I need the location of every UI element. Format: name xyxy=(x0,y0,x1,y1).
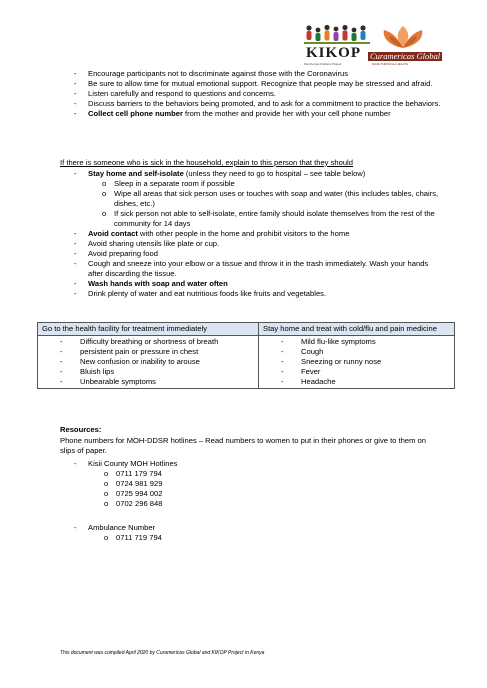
symptom-table xyxy=(37,322,455,389)
list-item: - Cough and sneeze into your elbow or a tissue and throw it in the trash immediately. Wash your hands after discarding the tissue. xyxy=(72,259,444,279)
kikop-logo-subtitle: Kisii Kenya Orphans Project xyxy=(304,62,342,66)
facility-symptoms-cell xyxy=(38,336,259,389)
table-list-item: - persistent pain or pressure in chest xyxy=(60,347,254,357)
list-item: - Listen carefully and respond to questions and concerns. xyxy=(72,89,444,99)
phone-number: o 0725 994 002 xyxy=(102,489,372,499)
kisii-numbers xyxy=(102,469,372,509)
table-list-item: - Unbearable symptoms xyxy=(60,377,254,387)
list-item: - Avoid preparing food xyxy=(72,249,444,259)
resources-intro: Phone numbers for MOH-DDSR hotlines – Read numbers to women to put in their phones or give to them on slips of paper. xyxy=(60,436,426,455)
curamericas-logo-subtitle: SAVE THROUGH HEALTH xyxy=(372,62,409,66)
phone-number: o 0724 981 929 xyxy=(102,479,372,489)
table-list-item: - Fever xyxy=(281,367,450,377)
ambulance-numbers xyxy=(102,533,372,543)
list-item: - Kisii County MOH Hotlines o 0711 179 794 o 0724 981 929 o 0725 994 002 o 0702 296 848 xyxy=(72,459,372,509)
curamericas-logo xyxy=(364,26,442,68)
list-item: - Collect cell phone number from the mother and provide her with your cell phone number xyxy=(72,109,444,119)
list-item: - Avoid contact with other people in the home and prohibit visitors to the home xyxy=(72,229,444,239)
list-item: - Drink plenty of water and eat nutritious foods like fruits and vegetables. xyxy=(72,289,444,299)
header-logos xyxy=(300,22,440,68)
list-item: - Discuss barriers to the behaviors being promoted, and to ask for a commitment to practice the behaviors. xyxy=(72,99,444,109)
table-list-item: - Mild flu-like symptoms xyxy=(281,337,450,347)
list-item: - Stay home and self-isolate (unless they need to go to hospital – see table below) o Sleep in a separate room if possible o Wipe all areas that sick person uses or touches with soap and water (this includes tables, chairs, dishes, etc.) o If sick person not able to self-isolate, entire family should isolate themselves from the rest of the community for 14 days xyxy=(72,169,444,229)
table-list-item: - Headache xyxy=(281,377,450,387)
kisii-hotlines-list xyxy=(72,459,372,509)
phone-number: o 0711 179 794 xyxy=(102,469,372,479)
sick-person-list xyxy=(72,169,444,299)
table-list-item: - Sneezing or runny nose xyxy=(281,357,450,367)
curamericas-flower-graphic xyxy=(380,26,426,50)
ambulance-list xyxy=(72,523,372,543)
sublist-item: o If sick person not able to self-isolate, entire family should isolate themselves from the rest of the community for 14 days xyxy=(100,209,444,229)
isolate-sublist xyxy=(100,179,444,229)
table-list-item: - Cough xyxy=(281,347,450,357)
list-item: - Ambulance Number o 0711 719 794 xyxy=(72,523,372,543)
list-item: - Wash hands with soap and water often xyxy=(72,279,444,289)
sublist-item: o Wipe all areas that sick person uses or touches with soap and water (this includes tables, chairs, dishes, etc.) xyxy=(100,189,444,209)
table-header-home: Stay home and treat with cold/flu and pain medicine xyxy=(259,323,455,336)
table-list-item: - Difficulty breathing or shortness of breath xyxy=(60,337,254,347)
list-item: - Avoid sharing utensils like plate or cup. xyxy=(72,239,444,249)
guidance-list xyxy=(72,69,444,119)
resources-heading: Resources: xyxy=(60,425,102,434)
kikop-logo xyxy=(300,22,374,66)
table-list-item: - Bluish lips xyxy=(60,367,254,377)
sick-household-heading: If there is someone who is sick in the household, explain to this person that they should xyxy=(60,158,353,167)
phone-number: o 0711 719 794 xyxy=(102,533,372,543)
phone-number: o 0702 296 848 xyxy=(102,499,372,509)
footer-note: This document was compiled April 2020 by Curamericas Global and KIKOP Project in Kenya xyxy=(60,650,265,656)
table-list-item: - New confusion or inability to arouse xyxy=(60,357,254,367)
sublist-item: o Sleep in a separate room if possible xyxy=(100,179,444,189)
list-item: - Be sure to allow time for mutual emotional support. Recognize that people may be stressed and afraid. xyxy=(72,79,444,89)
home-symptoms-cell xyxy=(259,336,455,389)
kikop-logo-text: KIKOP xyxy=(306,45,362,61)
table-header-facility: Go to the health facility for treatment immediately xyxy=(38,323,259,336)
curamericas-logo-text: Curamericas Global xyxy=(370,51,441,61)
list-item: - Encourage participants not to discriminate against those with the Coronavirus xyxy=(72,69,444,79)
